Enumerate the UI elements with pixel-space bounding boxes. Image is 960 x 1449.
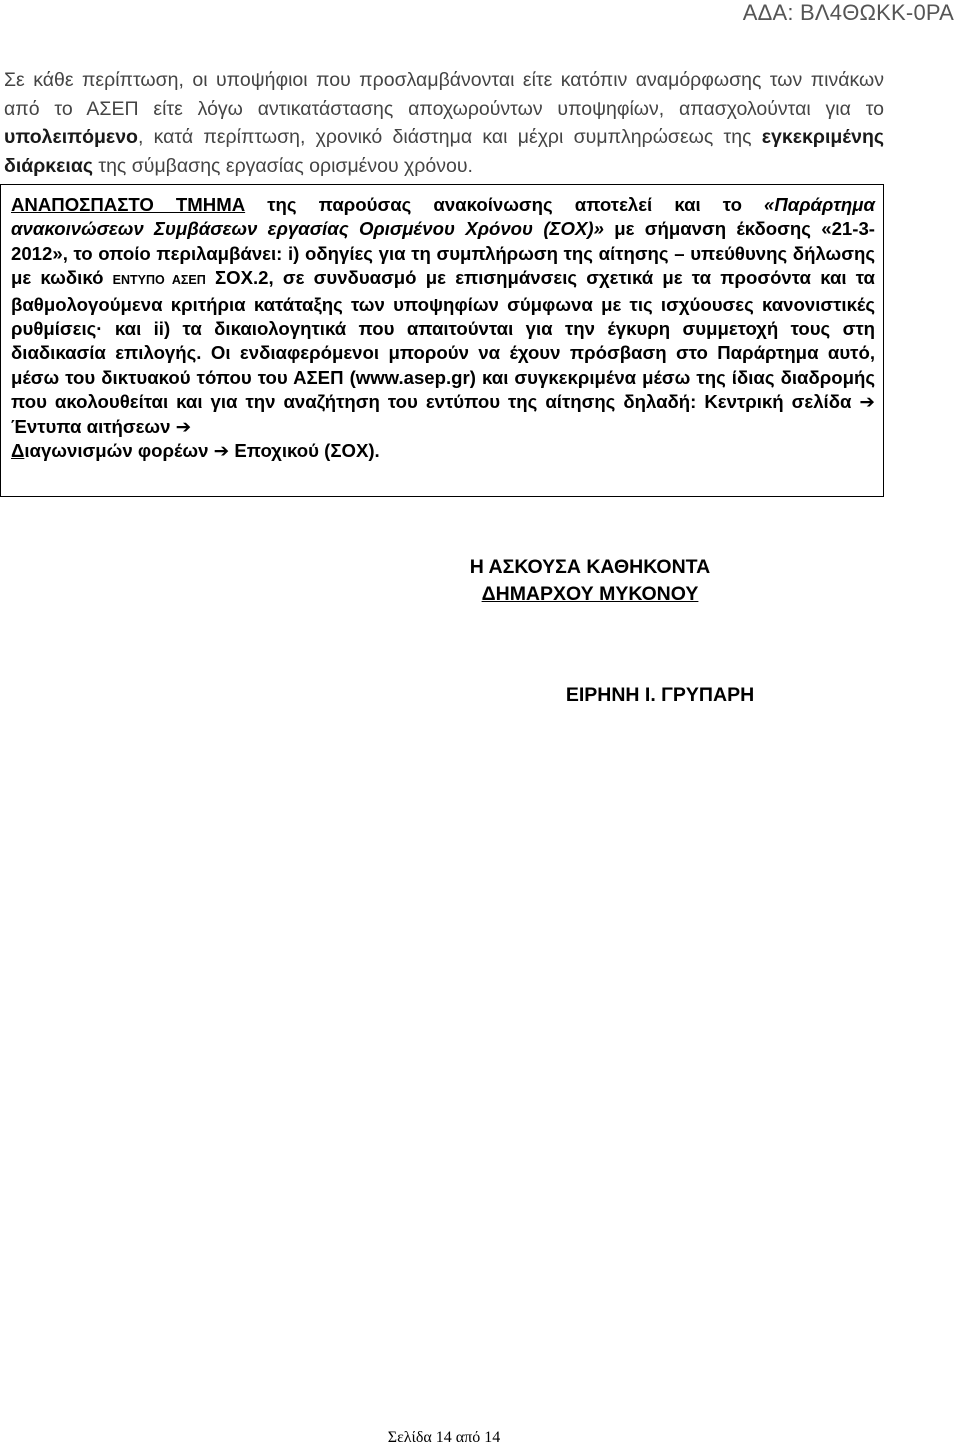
notice-text-1: της παρούσας ανακοίνωσης αποτελεί και το xyxy=(245,194,765,215)
path-competitions: ιαγωνισμών φορέων xyxy=(24,440,214,462)
form-code-small: ΕΝΤΥΠΟ ΑΣΕΠ xyxy=(112,273,206,288)
intro-text-1: Σε κάθε περίπτωση, οι υποψήφιοι που προσλαμβάνονται είτε κατόπιν αναμόρφωσης των πινάκων από το ΑΣΕΠ είτε λόγω αντικατάστασης αποχωρούντων υποψηφίων, απασχολούνται για το xyxy=(4,69,884,120)
signer-name: ΕΙΡΗΝΗ Ι. ΓΡΥΠΑΡΗ xyxy=(565,684,755,706)
arrow-icon: ➔ xyxy=(859,391,875,413)
notice-text-2: με σήμανση έκδοσης «21-3-2012», το οποίο περιλαμβάνει: i) οδηγίες για τη συμπλήρωση της αίτησης – υπεύθυνης δήλωσης με κωδικό xyxy=(11,218,875,289)
arrow-icon: ➔ xyxy=(213,440,230,462)
form-code-main: ΣΟΧ.2 xyxy=(205,267,269,289)
intro-bold-duration: εγκεκριμένης διάρκειας xyxy=(4,126,884,177)
signature-role: Η ΑΣΚΟΥΣΑ ΚΑΘΗΚΟΝΤΑ xyxy=(469,556,711,578)
page-number: Σελίδα 14 από 14 xyxy=(387,1429,501,1446)
intro-text-2: , κατά περίπτωση, χρονικό διάστημα και μέχρι συμπληρώσεως της xyxy=(137,126,762,148)
notice-lead: ΑΝΑΠΟΣΠΑΣΤΟ ΤΜΗΜΑ xyxy=(11,194,246,215)
intro-text-3: της σύμβασης εργασίας ορισμένου χρόνου. xyxy=(92,154,473,177)
ada-code: ΑΔΑ: ΒΛ4ΘΩΚΚ-0ΡΑ xyxy=(742,0,954,25)
intro-bold-remaining: υπολειπόμενο xyxy=(4,126,138,148)
path-forms: Έντυπα αιτήσεων xyxy=(11,415,176,437)
path-competitions-initial: Δ xyxy=(11,440,25,462)
notice-paragraph xyxy=(11,193,875,463)
path-seasonal: Εποχικού (ΣΟΧ). xyxy=(229,440,380,462)
intro-paragraph xyxy=(4,66,884,180)
annex-title: «Παράρτημα ανακοινώσεων Συμβάσεων εργασίας Ορισμένου Χρόνου (ΣΟΧ)» xyxy=(11,194,875,240)
notice-text-3: , σε συνδυασμό με επισημάνσεις σχετικά με τα προσόντα και τα βαθμολογούμενα κριτήρια κατάταξης των υποψηφίων σύμφωνα με τις ισχύουσες κανονιστικές ρυθμίσεις· και ii) τα δικαιολογητικά που απαιτούνται για την έγκυρη συμμετοχή τους στη διαδικασία επιλογής. Οι ενδιαφερόμενοι μπορούν να έχουν πρόσβαση στο Παράρτημα αυτό, μέσω του δικτυακού τόπου του ΑΣΕΠ (www.asep.gr) και συγκεκριμένα μέσω της ίδιας διαδρομής που ακολουθείται και για την αναζήτηση του εντύπου της αίτησης δηλαδή: Κεντρική σελίδα xyxy=(11,267,875,413)
signature-office: ΔΗΜΑΡΧΟΥ ΜΥΚΟΝΟΥ xyxy=(481,583,699,605)
notice-box xyxy=(0,184,884,497)
arrow-icon: ➔ xyxy=(175,415,192,437)
